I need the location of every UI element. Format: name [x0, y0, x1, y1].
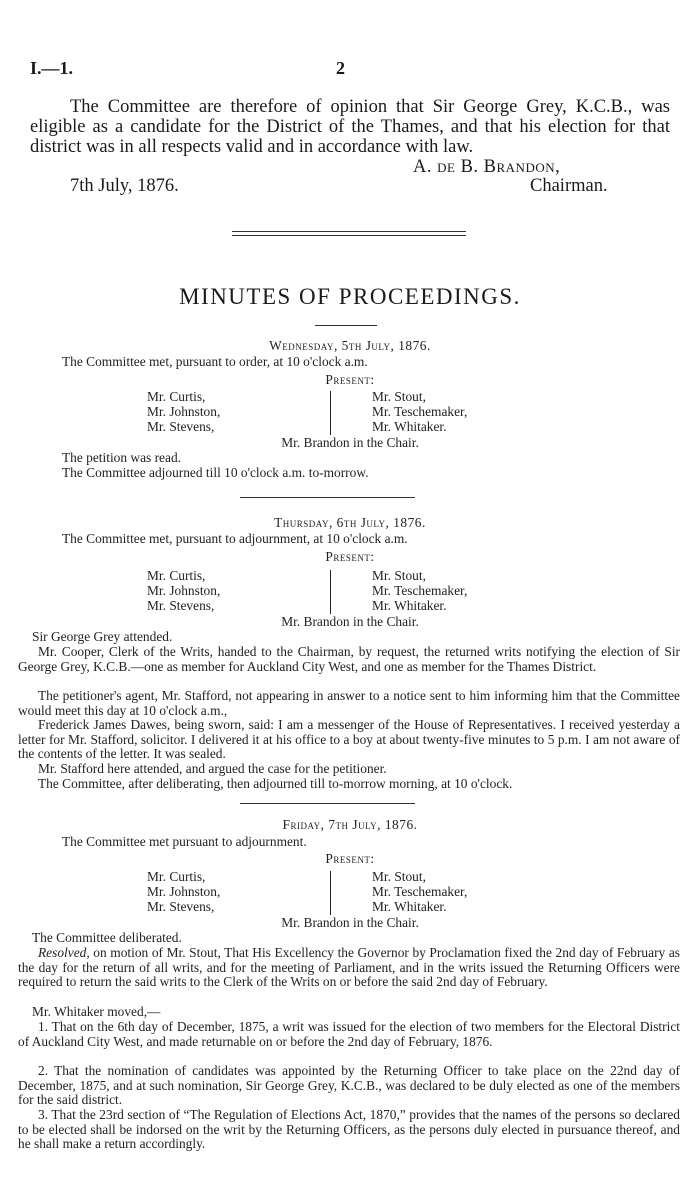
member-name: Mr. Stout,: [372, 568, 426, 583]
column-separator: [330, 570, 331, 614]
member-name: Mr. Stout,: [372, 389, 426, 404]
minute-line: Mr. Stafford here attended, and argued the case for the petitioner.: [38, 761, 387, 776]
present-label: Present:: [325, 851, 375, 866]
member-name: Mr. Johnston,: [147, 404, 221, 419]
document-reference: I.—1.: [30, 58, 74, 78]
section-divider: [240, 497, 415, 498]
section-divider: [240, 803, 415, 804]
meeting-intro: The Committee met, pursuant to order, at 10 o'clock a.m.: [62, 354, 368, 369]
title-underline: [315, 325, 377, 326]
chairman-signature: A. de B. Brandon,: [413, 157, 561, 177]
divider-rule: [232, 231, 466, 232]
chair-line: Mr. Brandon in the Chair.: [281, 435, 419, 450]
member-name: Mr. Johnston,: [147, 583, 221, 598]
meeting-date: Thursday, 6th July, 1876.: [274, 515, 426, 530]
member-name: Mr. Curtis,: [147, 869, 206, 884]
minute-line: The Committee deliberated.: [32, 930, 182, 945]
member-name: Mr. Whitaker.: [372, 899, 447, 914]
minute-paragraph: Mr. Cooper, Clerk of the Writs, handed to the Chairman, by request, the returned writs notifying the election of Sir George Grey, K.C.B.—one as member for Auckland City West, and one as member for the Thames District.: [18, 644, 680, 674]
chair-line: Mr. Brandon in the Chair.: [281, 915, 419, 930]
member-name: Mr. Stevens,: [147, 899, 215, 914]
motion-point: 3. That the 23rd section of “The Regulation of Elections Act, 1870,” provides that the names of the persons so declared to be elected shall be indorsed on the writ by the Returning Officers, as the persons duly elected in pursuance thereof, and he shall make a return accordingly.: [18, 1107, 680, 1152]
member-name: Mr. Stevens,: [147, 419, 215, 434]
chairman-title: Chairman.: [530, 176, 608, 196]
witness-statement: Frederick James Dawes, being sworn, said: I am a messenger of the House of Representatives. I received yesterday a letter for Mr. Stafford, solicitor. I delivered it at his office to a boy at about twenty-five minutes to 5 p.m. I am not aware of the contents of the letter. It was sealed.: [18, 717, 680, 762]
member-name: Mr. Curtis,: [147, 568, 206, 583]
minute-line: The Committee adjourned till 10 o'clock a.m. to-morrow.: [62, 465, 369, 480]
minute-line: The Committee, after deliberating, then adjourned till to-morrow morning, at 10 o'clock.: [38, 776, 513, 791]
resolution-paragraph: Resolved, on motion of Mr. Stout, That His Excellency the Governor by Proclamation fixed the 2nd day of February as the day for the return of all writs, and for the meeting of Parliament, and in the writs issued the Returning Officers were required to return the said writs to the Clerk of the Writs on or before the said 2nd day of February.: [18, 945, 680, 990]
chair-line: Mr. Brandon in the Chair.: [281, 614, 419, 629]
column-separator: [330, 871, 331, 915]
meeting-intro: The Committee met, pursuant to adjournment, at 10 o'clock a.m.: [62, 531, 408, 546]
present-label: Present:: [325, 549, 375, 564]
meeting-date: Friday, 7th July, 1876.: [282, 817, 418, 832]
column-separator: [330, 391, 331, 435]
meeting-intro: The Committee met pursuant to adjournment.: [62, 834, 307, 849]
member-name: Mr. Johnston,: [147, 884, 221, 899]
opinion-date: 7th July, 1876.: [70, 176, 179, 196]
member-name: Mr. Teschemaker,: [372, 404, 468, 419]
member-name: Mr. Whitaker.: [372, 419, 447, 434]
divider-rule: [232, 235, 466, 236]
minute-line: Mr. Whitaker moved,—: [32, 1004, 161, 1019]
minute-line: The petition was read.: [62, 450, 181, 465]
minute-line: Sir George Grey attended.: [32, 629, 173, 644]
member-name: Mr. Stout,: [372, 869, 426, 884]
section-title: MINUTES OF PROCEEDINGS.: [179, 284, 521, 309]
page-number: 2: [336, 58, 345, 78]
member-name: Mr. Teschemaker,: [372, 583, 468, 598]
member-name: Mr. Curtis,: [147, 389, 206, 404]
member-name: Mr. Teschemaker,: [372, 884, 468, 899]
motion-point: 1. That on the 6th day of December, 1875, a writ was issued for the election of two members for the Electoral District of Auckland City West, and made returnable on or before the 2nd day of February, 1876.: [18, 1019, 680, 1049]
motion-point: 2. That the nomination of candidates was appointed by the Returning Officer to take place on the 22nd day of December, 1875, and at such nomination, Sir George Grey, K.C.B., was declared to be duly elected as one of the members for the said district.: [18, 1063, 680, 1108]
resolved-label: Resolved,: [38, 945, 90, 960]
meeting-date: Wednesday, 5th July, 1876.: [269, 338, 431, 353]
member-name: Mr. Stevens,: [147, 598, 215, 613]
minute-paragraph: The petitioner's agent, Mr. Stafford, not appearing in answer to a notice sent to him informing him that the Committee would meet this day at 10 o'clock a.m.,: [18, 688, 680, 718]
opinion-paragraph: The Committee are therefore of opinion that Sir George Grey, K.C.B., was eligible as a candidate for the District of the Thames, and that his election for that district was in all respects valid and in accordance with law.: [30, 97, 670, 157]
member-name: Mr. Whitaker.: [372, 598, 447, 613]
present-label: Present:: [325, 372, 375, 387]
